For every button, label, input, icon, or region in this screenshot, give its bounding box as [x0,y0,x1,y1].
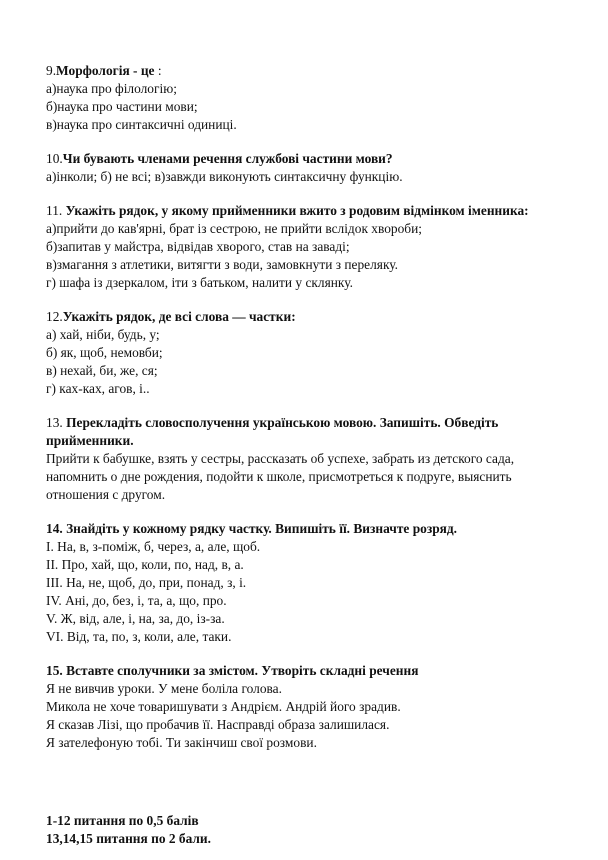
question-15 [46,662,566,752]
question-14-title: 14. Знайдіть у кожному рядку частку. Випишіть її. Визначте розряд. [46,521,458,536]
document-content [46,62,566,848]
question-9 [46,62,566,134]
question-12 [46,308,566,398]
question-12-number: 12. [46,309,63,324]
question-11-option-b: б)запитав у майстра, відвідав хворого, став на заваді; [46,239,350,254]
question-11-option-a: а)прийти до кав'ярні, брат із сестрою, не прийти вслідок хвороби; [46,221,423,236]
question-11-heading [46,202,566,220]
question-13-number: 13. [46,415,67,430]
question-14-heading [46,520,566,538]
scoring-footer [46,812,566,848]
question-9-title: Морфологія - це [56,63,155,78]
question-13-text: Прийти к бабушке, взять у сестры, рассказать об успехе, забрать из детского сада, напомнить о дне рождения, подойти к школе, присмотреться к подруге, выяснить отношения с другом. [46,451,515,502]
question-12-option-a: а) хай, ніби, будь, у; [46,327,160,342]
question-9-title-tail: : [154,63,162,78]
question-9-option-c: в)наука про синтаксичні одиниці. [46,117,237,132]
scoring-line-1: 1-12 питання по 0,5 балів [46,813,199,828]
question-14 [46,520,566,646]
question-14-row-3: ІІІ. На, не, щоб, до, при, понад, з, і. [46,575,247,590]
question-14-row-4: IV. Ані, до, без, і, та, а, що, про. [46,593,227,608]
question-12-title: Укажіть рядок, де всі слова — частки: [62,309,296,324]
question-10 [46,150,566,186]
question-9-heading [46,62,566,80]
question-15-heading [46,662,566,680]
question-15-title: 15. Вставте сполучники за змістом. Утворіть складні речення [46,663,419,678]
question-13 [46,414,566,504]
question-13-heading [46,414,566,450]
question-12-option-d: г) ках-ках, агов, і.. [46,381,150,396]
question-15-row-4: Я зателефоную тобі. Ти закінчиш свої розмови. [46,735,317,750]
question-11-title: Укажіть рядок, у якому прийменники вжито з родовим відмінком іменника: [65,203,529,218]
question-14-row-6: VІ. Від, та, по, з, коли, але, таки. [46,629,232,644]
question-15-row-1: Я не вивчив уроки. У мене боліла голова. [46,681,282,696]
question-12-heading [46,308,566,326]
question-10-title: Чи бувають членами речення службові частини мови? [62,151,393,166]
question-9-option-a: а)наука про філологію; [46,81,177,96]
question-13-title: Перекладіть словосполучення українською мовою. Запишіть. Обведіть прийменники. [46,415,499,448]
question-14-row-1: І. На, в, з-поміж, б, через, а, але, щоб. [46,539,261,554]
question-11-option-c: в)змагання з атлетики, витягти з води, замовкнути з переляку. [46,257,398,272]
question-10-answer: а)інколи; б) не всі; в)завжди виконують синтаксичну функцію. [46,169,403,184]
question-10-heading [46,150,566,168]
question-12-option-c: в) нехай, би, же, ся; [46,363,158,378]
scoring-line-2: 13,14,15 питання по 2 бали. [46,831,211,846]
question-9-number: 9. [46,63,57,78]
question-14-row-5: V. Ж, від, але, і, на, за, до, із-за. [46,611,225,626]
question-15-row-3: Я сказав Лізі, що пробачив її. Насправді образа залишилася. [46,717,390,732]
question-11-option-d: г) шафа із дзеркалом, іти з батьком, налити у склянку. [46,275,353,290]
footer-spacer [46,768,566,812]
question-10-number: 10. [46,151,63,166]
question-12-option-b: б) як, щоб, немовби; [46,345,163,360]
question-14-row-2: ІІ. Про, хай, що, коли, по, над, в, а. [46,557,244,572]
question-11-number: 11. [46,203,66,218]
question-11 [46,202,566,292]
question-15-row-2: Микола не хоче товаришувати з Андрієм. Андрій його зрадив. [46,699,401,714]
question-9-option-b: б)наука про частини мови; [46,99,198,114]
